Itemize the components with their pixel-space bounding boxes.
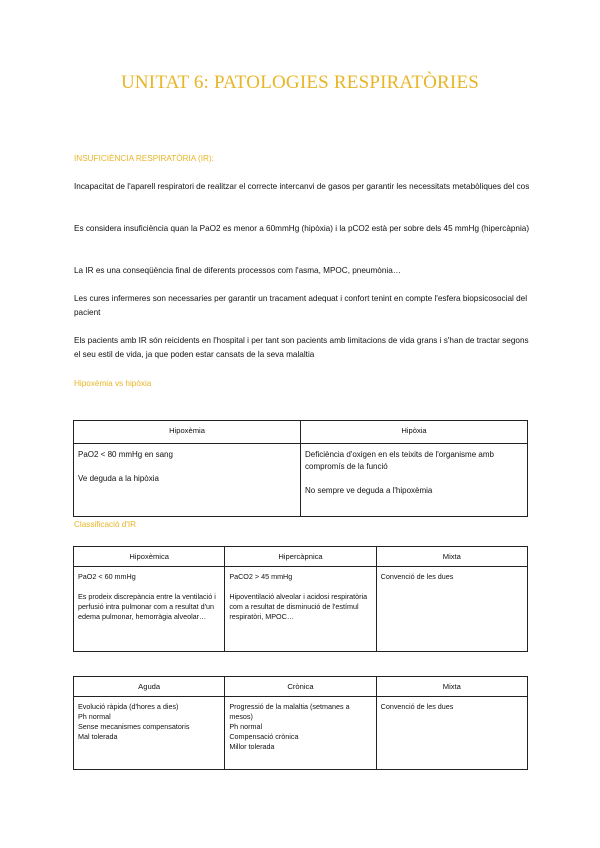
ir-evolution-table: [73, 676, 528, 770]
table-cell: [376, 697, 527, 770]
cell-text: Ph normal: [229, 722, 263, 731]
cell-text: Convenció de les dues: [380, 702, 454, 711]
cell-text: PaO2 < 80 mmHg en sang: [78, 450, 173, 459]
cell-text: Progressió de la malaltia (setmanes a mesos): [229, 702, 350, 721]
paragraph-patients: Els pacients amb IR són reicidents en l'hospital i per tant son pacients amb limitacions de vida grans i s'han de tractar segons el seu estil de vida, ja que poden estar cansats de la seva malaltia: [74, 336, 529, 359]
table-cell: [74, 567, 225, 652]
cell-text: Hipoventilació alveolar i acidosi respiratòria com a resultat de disminució de l'estímul respiratòri, MPOC…: [229, 592, 368, 621]
table-cell: [376, 567, 527, 652]
table-header: Hipoxèmica: [74, 547, 225, 567]
table-header: Hipercàpnica: [225, 547, 376, 567]
cell-text: Ve deguda a la hipòxia: [78, 474, 159, 483]
cell-text: Es prodeix discrepància entre la ventilació i perfusió intra pulmonar com a resultat d'un edema pulmonar, hemorràgia alveolar…: [78, 592, 216, 621]
cell-text: Evolució ràpida (d'hores a dies): [78, 702, 179, 711]
table-cell: [74, 444, 301, 517]
table-cell: [74, 697, 225, 770]
cell-text: PaCO2 > 45 mmHg: [229, 572, 293, 581]
section-heading-classification: Classificació d'IR: [74, 520, 137, 529]
paragraph-definition: Incapacitat de l'aparell respiratori de realitzar el correcte intercanvi de gasos per garantir les necessitats metabòliques del cos: [74, 182, 530, 191]
table-header: Hipòxia: [301, 421, 528, 444]
table-header: Mixta: [376, 677, 527, 697]
cell-text: Mal tolerada: [78, 732, 118, 741]
cell-text: PaO2 < 60 mmHg: [78, 572, 136, 581]
table-cell: [301, 444, 528, 517]
section-heading-ir: INSUFICIÈNCIA RESPIRATÒRIA (IR):: [74, 154, 214, 163]
table-header: Aguda: [74, 677, 225, 697]
section-heading-hypoxemia: Hipoxèmia vs hipòxia: [74, 379, 152, 388]
cell-text: Deficiència d'oxigen en els teixits de l'organisme amb compromís de la funció: [305, 450, 494, 471]
table-header: Crònica: [225, 677, 376, 697]
paragraph-criteria: Es considera insuficiència quan la PaO2 es menor a 60mmHg (hipòxia) i la pCO2 està per sobre dels 45 mmHg (hipercàpnia): [74, 224, 530, 233]
paragraph-nursing-care: Les cures infermeres son necessaries per garantir un tracament adequat i confort tenint en compte l'esfera biopsicosocial del pacient: [74, 294, 528, 317]
cell-text: Convenció de les dues: [380, 572, 454, 581]
table-cell: [225, 567, 376, 652]
table-cell: [225, 697, 376, 770]
table-header: Hipoxèmia: [74, 421, 301, 444]
cell-text: Sense mecanismes compensatoris: [78, 722, 190, 731]
paragraph-causes: La IR es una conseqüència final de diferents processos com l'asma, MPOC, pneumònia…: [74, 266, 401, 275]
page-title: UNITAT 6: PATOLOGIES RESPIRATÒRIES: [120, 72, 480, 93]
cell-text: Compensació crònica: [229, 732, 299, 741]
cell-text: Ph normal: [78, 712, 111, 721]
cell-text: Millor tolerada: [229, 742, 275, 751]
hypoxemia-vs-hypoxia-table: [73, 420, 528, 517]
table-header: Mixta: [376, 547, 527, 567]
ir-type-table: [73, 546, 528, 652]
cell-text: No sempre ve deguda a l'hipoxèmia: [305, 486, 433, 495]
